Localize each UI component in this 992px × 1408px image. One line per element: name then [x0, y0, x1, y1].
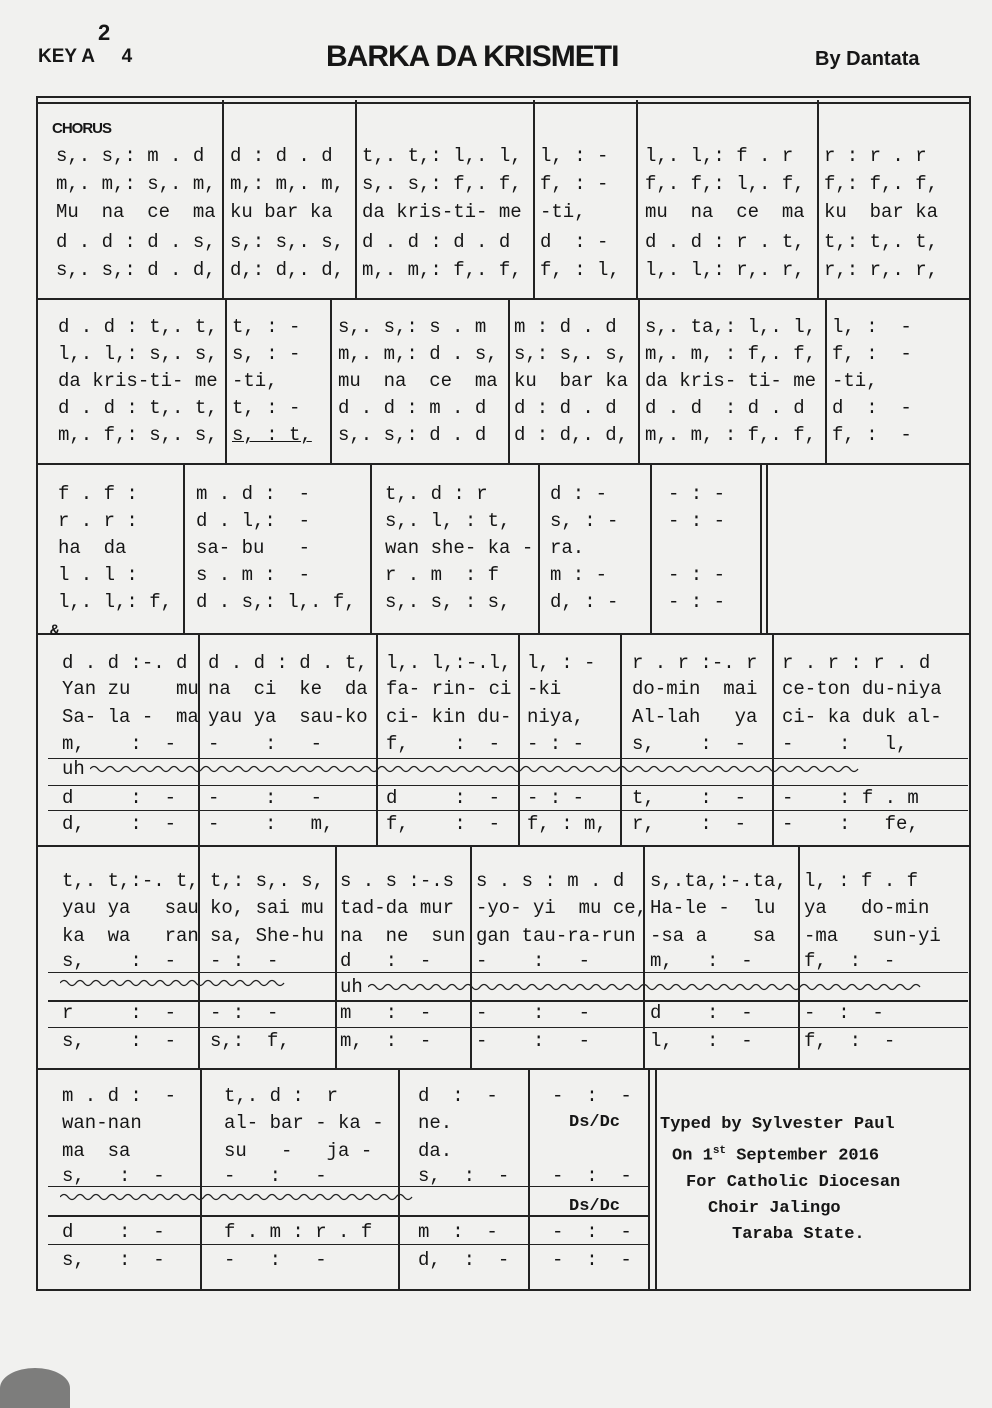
- alto-notes: m,. m,: s,. m,: [56, 173, 216, 195]
- scan-shadow: [0, 1368, 70, 1408]
- lyrics-verse-1: ko, sai mu: [210, 897, 325, 919]
- staff-rule: [48, 1215, 648, 1217]
- bass-notes: f, : m,: [527, 813, 607, 835]
- lyrics: da kris-ti- me: [58, 370, 218, 392]
- soprano-notes: l,. l,: f . r: [645, 145, 794, 167]
- lyrics-verse-2: yau ya sau-ko: [208, 706, 368, 728]
- lyrics-verse-2: ma sa: [62, 1140, 131, 1162]
- alto-notes: s,. l, : t,: [385, 510, 511, 532]
- bar-line: [636, 100, 638, 298]
- soprano-notes: d : -: [550, 483, 608, 505]
- tenor-notes: d : d . d: [514, 397, 617, 419]
- tenor-notes: - : -: [210, 1002, 279, 1024]
- alto-notes: - : -: [224, 1165, 327, 1187]
- tenor-notes: d . d : d . d: [362, 231, 511, 253]
- bar-line: [538, 463, 540, 633]
- lyrics: ra.: [550, 537, 585, 559]
- tenor-notes: d . d : d . d: [645, 397, 805, 419]
- soprano-notes: m : d . d: [514, 316, 617, 338]
- bass-notes: s,. s, : s,: [385, 591, 511, 613]
- bass-notes: - : -: [668, 591, 726, 613]
- chorus-label: CHORUS: [52, 120, 112, 137]
- tenor-notes: d . d : d . s,: [56, 231, 216, 253]
- alto-notes: s, : -: [418, 1165, 510, 1187]
- lyrics-verse-2: na ne sun: [340, 925, 466, 947]
- key-signature: [38, 20, 133, 68]
- bar-line: [330, 298, 332, 463]
- lyrics-verse-2: ci- kin du-: [386, 706, 512, 728]
- bass-notes: - : -: [552, 1249, 632, 1271]
- tenor-notes: f . m : r . f: [224, 1221, 373, 1243]
- tenor-notes: t, : -: [632, 787, 747, 809]
- bass-notes: m,. f,: s,. s,: [58, 424, 218, 446]
- time-denominator: 4: [121, 46, 133, 67]
- tenor-notes: t,: t,. t,: [824, 231, 939, 253]
- bar-line: [225, 298, 227, 463]
- credit-date: [672, 1138, 972, 1170]
- lyrics-verse-1: -yo- yi mu ce,: [476, 897, 648, 919]
- bass-notes: - : -: [476, 1030, 591, 1052]
- lyrics: Mu na ce ma: [56, 201, 216, 223]
- tenor-notes: - : -: [804, 1002, 884, 1024]
- soprano-notes: t,. d : r: [385, 483, 488, 505]
- staff-rule: [48, 785, 968, 786]
- lyrics-verse-2: -sa a sa: [650, 925, 776, 947]
- alto-notes: f,: f,. f,: [824, 173, 939, 195]
- alto-notes: f,. f,: l,. f,: [645, 173, 805, 195]
- credit-organisation: For Catholic Diocesan: [686, 1172, 901, 1192]
- lyrics-verse-2: ci- ka duk al-: [782, 706, 942, 728]
- staff-rule: [48, 758, 968, 759]
- bar-line: [370, 463, 372, 633]
- lyrics: -ti,: [232, 370, 278, 392]
- soprano-notes: d . d : d . t,: [208, 652, 368, 674]
- lyrics-verse-2: da.: [418, 1140, 453, 1162]
- alto-notes: s, : -: [62, 1165, 165, 1187]
- soprano-notes: r : r . r: [824, 145, 927, 167]
- bass-notes: l, : -: [650, 1030, 753, 1052]
- dsdc-marker: Ds/Dc: [569, 1113, 621, 1132]
- bar-line: [183, 463, 185, 633]
- lyrics: -ti,: [832, 370, 878, 392]
- alto-notes: m,. m, : f,. f,: [645, 343, 817, 365]
- soprano-notes: d . d :-. d: [62, 652, 188, 674]
- humming-wave: [368, 980, 928, 994]
- alto-notes: - : -: [552, 1165, 632, 1187]
- bar-line: [222, 100, 224, 298]
- bar-line: [648, 1068, 650, 1289]
- staff-rule: [48, 972, 968, 973]
- soprano-notes: s,.ta,:-.ta,: [650, 870, 787, 892]
- bass-notes: - : -: [224, 1249, 327, 1271]
- bass-notes: - : fe,: [782, 813, 919, 835]
- alto-notes: f, : -: [804, 950, 896, 972]
- system-divider: [36, 1068, 971, 1070]
- lyrics-verse-2: su - ja -: [224, 1140, 373, 1162]
- soprano-notes: t,: s,. s,: [210, 870, 325, 892]
- alto-notes: - : -: [476, 950, 591, 972]
- alto-notes: f, : -: [386, 733, 501, 755]
- soprano-notes: t,. t,: l,. l,: [362, 145, 522, 167]
- bar-line: [335, 845, 337, 1068]
- soprano-notes: f . f :: [58, 483, 138, 505]
- alto-notes: s, : -: [550, 510, 619, 532]
- alto-notes: r . r :: [58, 510, 138, 532]
- lyrics: mu na ce ma: [338, 370, 498, 392]
- system-divider: [36, 463, 971, 465]
- alto-notes: l,. l,: s,. s,: [58, 343, 218, 365]
- lyrics: sa- bu -: [196, 537, 311, 559]
- tenor-notes: - : f . m: [782, 787, 919, 809]
- bar-line: [798, 845, 800, 1068]
- soprano-notes: - : -: [552, 1085, 632, 1107]
- tenor-notes: - : -: [527, 787, 585, 809]
- soprano-notes: - : -: [668, 483, 726, 505]
- soprano-notes: l, : f . f: [804, 870, 919, 892]
- bar-line: [650, 463, 652, 633]
- dsdc-marker: Ds/Dc: [569, 1197, 621, 1216]
- system-divider: [36, 298, 971, 300]
- humming-label: uh: [340, 976, 363, 998]
- bar-line: [655, 1068, 657, 1289]
- bar-line: [772, 633, 774, 845]
- tenor-notes: d : -: [62, 787, 177, 809]
- bar-line: [817, 100, 819, 298]
- soprano-notes: r . r : r . d: [782, 652, 931, 674]
- lyrics-verse-1: Yan zu mu: [62, 678, 199, 700]
- soprano-notes: l, : -: [832, 316, 912, 338]
- bass-notes: s, : -: [62, 1030, 177, 1052]
- soprano-notes: m . d : -: [62, 1085, 177, 1107]
- bass-notes: f, : l,: [540, 259, 620, 281]
- lyrics-verse-2: -ma sun-yi: [804, 925, 941, 947]
- credit-date-prefix: On 1: [672, 1146, 713, 1166]
- credit-date-rest: September 2016: [726, 1146, 880, 1166]
- time-numerator: 2: [98, 20, 111, 45]
- lyrics-verse-1: na ci ke da: [208, 678, 368, 700]
- tenor-notes: - : -: [476, 1002, 591, 1024]
- lyrics: ku bar ka: [824, 201, 939, 223]
- ampersand-mark: &: [50, 622, 60, 640]
- tenor-notes: d . d : r . t,: [645, 231, 805, 253]
- alto-notes: m,: m,. m,: [230, 173, 345, 195]
- soprano-notes: s,. s,: m . d: [56, 145, 205, 167]
- humming-wave: [60, 976, 290, 990]
- bar-line: [766, 463, 768, 633]
- tenor-notes: - : -: [668, 564, 726, 586]
- lyrics-verse-2: niya,: [527, 706, 585, 728]
- soprano-notes: l, : -: [527, 652, 596, 674]
- lyrics-verse-1: yau ya sau: [62, 897, 199, 919]
- lyrics: -ti,: [540, 201, 586, 223]
- bass-notes: m, : -: [340, 1030, 432, 1052]
- bar-line: [198, 633, 200, 845]
- bass-notes: l,. l,: f,: [58, 591, 173, 613]
- alto-notes: - : -: [210, 950, 279, 972]
- score-top-rule: [36, 102, 971, 104]
- bar-line: [518, 633, 520, 845]
- soprano-notes: d : d . d: [230, 145, 333, 167]
- tenor-notes: m : -: [340, 1002, 432, 1024]
- alto-notes: s, : -: [232, 343, 301, 365]
- bar-line: [200, 1068, 202, 1289]
- lyrics-verse-1: ya do-min: [804, 897, 930, 919]
- tenor-notes: d : -: [62, 1221, 165, 1243]
- bass-notes: d, : -: [550, 591, 619, 613]
- credit-choir: Choir Jalingo: [708, 1198, 841, 1218]
- bass-notes: f, : -: [832, 424, 912, 446]
- soprano-notes: s,. ta,: l,. l,: [645, 316, 817, 338]
- bass-notes: d, : -: [62, 813, 177, 835]
- bass-notes: s,. s,: d . d,: [56, 259, 216, 281]
- alto-notes: f, : -: [832, 343, 912, 365]
- bass-notes: r,: r,. r,: [824, 259, 939, 281]
- tenor-notes: d . d : t,. t,: [58, 397, 218, 419]
- alto-notes: - : -: [208, 733, 323, 755]
- lyrics: da kris-ti- me: [362, 201, 522, 223]
- bar-line: [355, 100, 357, 298]
- bass-notes: r, : -: [632, 813, 747, 835]
- lyrics: ha da: [58, 537, 127, 559]
- alto-notes: s,. s,: f,. f,: [362, 173, 522, 195]
- tenor-notes: m : -: [550, 564, 608, 586]
- bass-notes: s,. s,: d . d: [338, 424, 487, 446]
- lyrics: mu na ce ma: [645, 201, 805, 223]
- alto-notes: - : -: [668, 510, 726, 532]
- typist-credit: [660, 1112, 960, 1248]
- alto-notes: m, : -: [62, 733, 177, 755]
- bar-line: [620, 633, 622, 845]
- bass-notes: s,: f,: [210, 1030, 290, 1052]
- credit-typed-by: Typed by Sylvester Paul: [660, 1115, 895, 1134]
- humming-wave: [60, 1190, 420, 1204]
- soprano-notes: s . s : m . d: [476, 870, 625, 892]
- system-divider: [36, 845, 971, 847]
- bass-notes: d . s,: l,. f,: [196, 591, 356, 613]
- lyrics-verse-2: gan tau-ra-run: [476, 925, 636, 947]
- staff-rule: [48, 810, 968, 811]
- system-divider: [36, 633, 971, 635]
- lyrics: da kris- ti- me: [645, 370, 817, 392]
- alto-notes: m,. m,: d . s,: [338, 343, 498, 365]
- song-title: BARKA DA KRISMETI: [326, 40, 619, 73]
- staff-rule: [48, 1244, 648, 1245]
- humming-label: uh: [62, 758, 85, 780]
- alto-notes: s, : -: [632, 733, 747, 755]
- alto-notes: d : -: [340, 950, 432, 972]
- lyrics: ku bar ka: [514, 370, 629, 392]
- bar-line: [470, 845, 472, 1068]
- soprano-notes: d : -: [418, 1085, 498, 1107]
- tenor-notes: d : -: [650, 1002, 753, 1024]
- bass-notes: m,. m,: f,. f,: [362, 259, 522, 281]
- tenor-notes: s,: s,. s,: [230, 231, 345, 253]
- lyrics-verse-2: Al-lah ya: [632, 706, 758, 728]
- alto-notes: s, : -: [62, 950, 177, 972]
- soprano-notes: s . s :-.s: [340, 870, 455, 892]
- staff-rule: [48, 1027, 968, 1028]
- soprano-notes: m . d : -: [196, 483, 311, 505]
- bass-notes: d, : -: [418, 1249, 510, 1271]
- bass-notes: d,: d,. d,: [230, 259, 345, 281]
- credit-date-ordinal: st: [712, 1145, 727, 1157]
- tenor-notes: - : -: [552, 1221, 632, 1243]
- tenor-notes: r : -: [62, 1002, 177, 1024]
- bass-notes: - : m,: [208, 813, 334, 835]
- credit-state: Taraba State.: [732, 1224, 865, 1244]
- key-label: KEY A: [38, 46, 95, 67]
- bar-line: [760, 463, 762, 633]
- tenor-notes: d . d : m . d: [338, 397, 487, 419]
- lyrics-verse-1: fa- rin- ci: [386, 678, 512, 700]
- bass-notes: s, : -: [62, 1249, 165, 1271]
- bass-notes: d : d,. d,: [514, 424, 629, 446]
- alto-notes: f, : -: [540, 173, 609, 195]
- lyrics-verse-2: Sa- la - ma: [62, 706, 199, 728]
- tenor-notes: d : -: [832, 397, 912, 419]
- bar-line: [508, 298, 510, 463]
- bar-line: [398, 1068, 400, 1289]
- bass-notes: s, : t,: [232, 424, 312, 446]
- humming-wave: [90, 762, 940, 776]
- tenor-notes: t, : -: [232, 397, 301, 419]
- lyrics-verse-2: sa, She-hu: [210, 925, 325, 947]
- soprano-notes: s,. s,: s . m: [338, 316, 487, 338]
- soprano-notes: t,. t,:-. t,: [62, 870, 199, 892]
- tenor-notes: - : -: [208, 787, 323, 809]
- bass-notes: m,. m, : f,. f,: [645, 424, 817, 446]
- tenor-notes: r . m : f: [385, 564, 500, 586]
- alto-notes: - : l,: [782, 733, 908, 755]
- lyrics-verse-1: ce-ton du-niya: [782, 678, 942, 700]
- lyrics: wan she- ka -: [385, 537, 534, 559]
- lyrics-verse-1: tad-da mur: [340, 897, 455, 919]
- alto-notes: s,: s,. s,: [514, 343, 629, 365]
- bar-line: [638, 298, 640, 463]
- soprano-notes: d . d : t,. t,: [58, 316, 218, 338]
- bass-notes: f, : -: [386, 813, 501, 835]
- tenor-notes: d : -: [386, 787, 501, 809]
- soprano-notes: l, : -: [540, 145, 609, 167]
- bass-notes: f, : -: [804, 1030, 896, 1052]
- bar-line: [528, 1068, 530, 1289]
- tenor-notes: d : -: [540, 231, 609, 253]
- bar-line: [643, 845, 645, 1068]
- bass-notes: l,. l,: r,. r,: [645, 259, 805, 281]
- lyrics-verse-1: do-min mai: [632, 678, 758, 700]
- lyrics-verse-1: -ki: [527, 678, 562, 700]
- alto-notes: - : -: [527, 733, 585, 755]
- soprano-notes: l,. l,:-.l,: [386, 652, 512, 674]
- alto-notes: d . l,: -: [196, 510, 311, 532]
- tenor-notes: m : -: [418, 1221, 498, 1243]
- lyrics: ku bar ka: [230, 201, 333, 223]
- song-author: By Dantata: [815, 48, 920, 70]
- bar-line: [533, 100, 535, 298]
- lyrics-verse-1: wan-nan: [62, 1112, 142, 1134]
- lyrics-verse-1: Ha-le - lu: [650, 897, 776, 919]
- lyrics-verse-1: ne.: [418, 1112, 453, 1134]
- soprano-notes: t,. d : r: [224, 1085, 339, 1107]
- tenor-notes: s . m : -: [196, 564, 311, 586]
- alto-notes: m, : -: [650, 950, 753, 972]
- tenor-notes: l . l :: [58, 564, 138, 586]
- soprano-notes: r . r :-. r: [632, 652, 758, 674]
- soprano-notes: t, : -: [232, 316, 301, 338]
- lyrics-verse-2: ka wa ran: [62, 925, 199, 947]
- bar-line: [376, 633, 378, 845]
- lyrics-verse-1: al- bar - ka -: [224, 1112, 384, 1134]
- bar-line: [825, 298, 827, 463]
